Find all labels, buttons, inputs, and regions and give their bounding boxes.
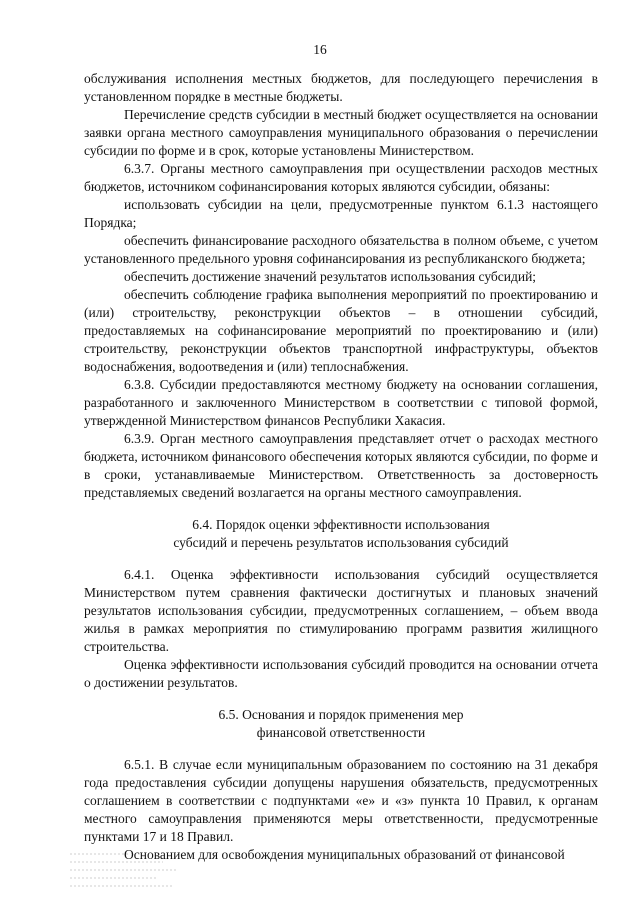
paragraph: 6.3.7. Органы местного самоуправления при осуществлении расходов местных бюджетов, источником софинансирования которых являются субсидии, обязаны:: [84, 161, 598, 194]
section-heading-6-4: [84, 516, 598, 552]
section-heading-6-5: [84, 706, 598, 742]
section-heading-line: субсидий и перечень результатов использования субсидий: [173, 535, 509, 550]
paragraph: Основанием для освобождения муниципальных образований от финансовой: [124, 847, 565, 862]
document-body: [84, 70, 598, 864]
paragraph: Перечисление средств субсидии в местный бюджет осуществляется на основании заявки органа местного самоуправления муниципального образования о перечислении субсидии по форме и в срок, которые установлены Министерством.: [84, 107, 598, 158]
paragraph: 6.3.8. Субсидии предоставляются местному бюджету на основании соглашения, разработанного и заключенного Министерством в соответствии с типовой формой, утвержденной Министерством финансов Республики Хакасия.: [84, 377, 598, 428]
paragraph: обслуживания исполнения местных бюджетов, для последующего перечисления в установленном порядке в местные бюджеты.: [84, 71, 598, 104]
paragraph: обеспечить достижение значений результатов использования субсидий;: [124, 269, 537, 284]
page-number: 16: [313, 42, 327, 57]
paragraph: 6.5.1. В случае если муниципальным образованием по состоянию на 31 декабря года предоставления субсидии допущены нарушения обязательств, предусмотренных соглашением в соответствии с подпунктами «е» и «з» пункта 10 Правил, к органам местного самоуправления применяются меры ответственности, предусмотренные пунктами 17 и 18 Правил.: [84, 757, 598, 844]
section-heading-line: 6.4. Порядок оценки эффективности использования: [192, 517, 490, 532]
paragraph: Оценка эффективности использования субсидий проводится на основании отчета о достижении результатов.: [84, 657, 598, 690]
section-heading-line: финансовой ответственности: [256, 725, 426, 740]
paragraph: обеспечить соблюдение графика выполнения мероприятий по проектированию и (или) строительству, реконструкции объектов – в отношении субсидий, предоставляемых на софинансирование мероприятий по проектированию и (или) строительству, реконструкции объектов транспортной инфраструктуры, объектов водоснабжения, водоотведения и (или) теплоснабжения.: [84, 287, 598, 374]
faint-stamp-mark: [68, 848, 188, 892]
paragraph: обеспечить финансирование расходного обязательства в полном объеме, с учетом установленного предельного уровня софинансирования из республиканского бюджета;: [84, 233, 598, 266]
paragraph: использовать субсидии на цели, предусмотренные пунктом 6.1.3 настоящего Порядка;: [84, 197, 598, 230]
paragraph: 6.4.1. Оценка эффективности использования субсидий осуществляется Министерством путем сравнения фактически достигнутых и плановых значений результатов использования субсидии, предусмотренных соглашением, – объем ввода жилья в рамках мероприятия по стимулированию программ развития жилищного строительства.: [84, 567, 598, 654]
section-heading-line: 6.5. Основания и порядок применения мер: [218, 707, 464, 722]
paragraph: 6.3.9. Орган местного самоуправления представляет отчет о расходах местного бюджета, источником финансового обеспечения которых являются субсидии, по форме и в сроки, устанавливаемые Министерством. Ответственность за достоверность представляемых сведений возлагается на органы местного самоуправления.: [84, 431, 598, 500]
